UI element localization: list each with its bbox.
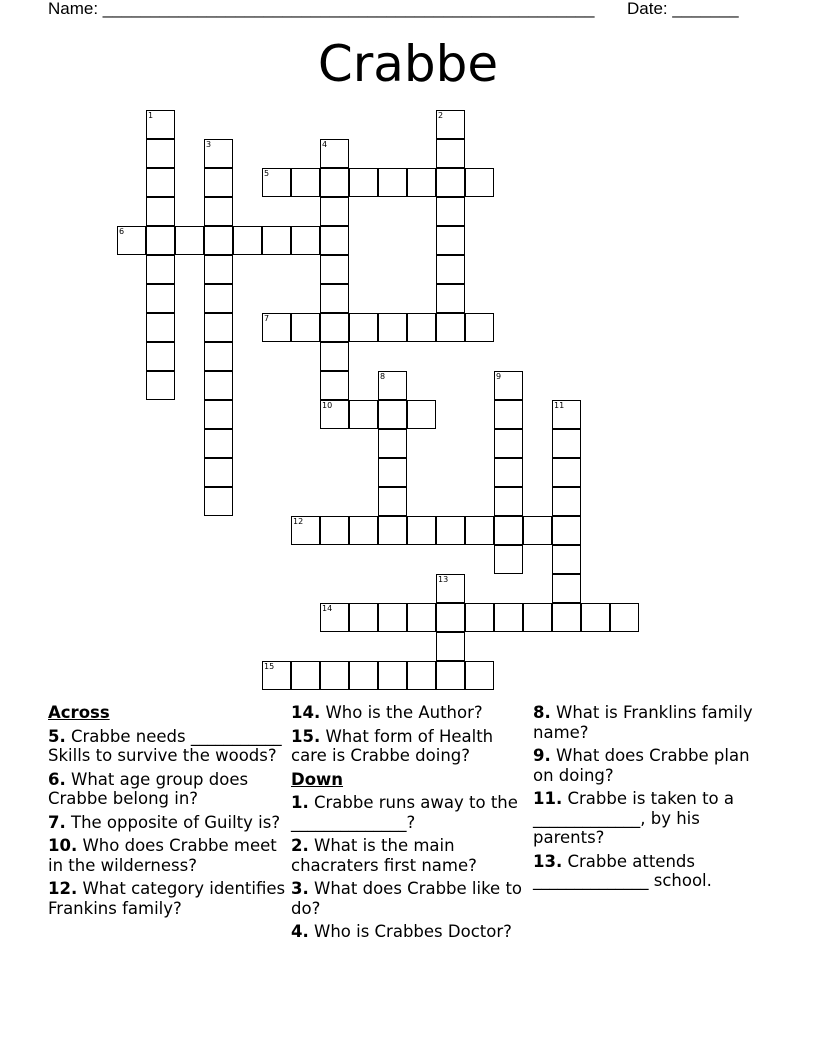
grid-cell[interactable]	[465, 516, 494, 545]
down-heading: Down	[291, 769, 344, 789]
clue-number: 6	[119, 227, 125, 236]
grid-cell[interactable]	[494, 400, 523, 429]
grid-cell[interactable]	[436, 197, 465, 226]
grid-cell[interactable]	[291, 661, 320, 690]
grid-cell[interactable]	[378, 400, 407, 429]
clues-column-2	[291, 703, 531, 946]
clue-down-9: 9. What does Crabbe plan on doing?	[533, 746, 750, 785]
grid-cell[interactable]	[552, 603, 581, 632]
grid-cell[interactable]	[146, 313, 175, 342]
grid-cell[interactable]	[146, 255, 175, 284]
grid-cell[interactable]	[407, 400, 436, 429]
grid-cell[interactable]	[146, 284, 175, 313]
clue-number: 15	[264, 662, 275, 671]
clue-down-13: 13. Crabbe attends ______________ school.	[533, 851, 712, 890]
grid-cell[interactable]	[349, 661, 378, 690]
grid-cell[interactable]	[175, 226, 204, 255]
grid-cell[interactable]	[552, 516, 581, 545]
grid-cell[interactable]	[581, 603, 610, 632]
grid-cell[interactable]	[465, 661, 494, 690]
grid-cell[interactable]	[320, 516, 349, 545]
grid-cell[interactable]	[436, 110, 465, 139]
grid-cell[interactable]	[204, 458, 233, 487]
grid-cell[interactable]	[378, 516, 407, 545]
grid-cell[interactable]	[262, 168, 291, 197]
grid-cell[interactable]	[349, 516, 378, 545]
grid-cell[interactable]	[204, 226, 233, 255]
grid-cell[interactable]	[233, 226, 262, 255]
grid-cell[interactable]	[494, 603, 523, 632]
grid-cell[interactable]	[320, 139, 349, 168]
grid-cell[interactable]	[320, 661, 349, 690]
grid-cell[interactable]	[320, 168, 349, 197]
clue-across-15: 15. What form of Health care is Crabbe doing?	[291, 726, 494, 765]
clue-number: 1	[148, 111, 154, 120]
grid-cell[interactable]	[378, 487, 407, 516]
clue-number: 12	[293, 517, 304, 526]
grid-cell[interactable]	[320, 255, 349, 284]
grid-cell[interactable]	[204, 342, 233, 371]
grid-cell[interactable]	[494, 487, 523, 516]
grid-cell[interactable]	[494, 458, 523, 487]
grid-cell[interactable]	[117, 226, 146, 255]
grid-cell[interactable]	[407, 313, 436, 342]
grid-cell[interactable]	[465, 313, 494, 342]
clue-number: 8	[380, 372, 386, 381]
grid-cell[interactable]	[436, 313, 465, 342]
grid-cell[interactable]	[320, 603, 349, 632]
grid-cell[interactable]	[523, 603, 552, 632]
grid-cell[interactable]	[204, 487, 233, 516]
grid-cell[interactable]	[146, 371, 175, 400]
clue-down-11: 11. Crabbe is taken to a _____________, by his parents?	[533, 789, 734, 847]
clue-number: 4	[322, 140, 328, 149]
grid-cell[interactable]	[465, 168, 494, 197]
grid-cell[interactable]	[436, 661, 465, 690]
grid-cell[interactable]	[407, 603, 436, 632]
name-field[interactable]: Name: ____________________________________________________	[48, 0, 595, 18]
clues-column-3	[533, 703, 763, 895]
clue-down-2: 2. What is the main chacraters first name?	[291, 836, 477, 875]
grid-cell[interactable]	[378, 168, 407, 197]
grid-cell[interactable]	[146, 342, 175, 371]
grid-cell[interactable]	[494, 371, 523, 400]
clue-number: 14	[322, 604, 333, 613]
grid-cell[interactable]	[436, 255, 465, 284]
grid-cell[interactable]	[349, 168, 378, 197]
grid-cell[interactable]	[291, 313, 320, 342]
grid-cell[interactable]	[320, 371, 349, 400]
grid-cell[interactable]	[378, 458, 407, 487]
grid-cell[interactable]	[349, 400, 378, 429]
grid-cell[interactable]	[349, 603, 378, 632]
grid-cell[interactable]	[204, 429, 233, 458]
grid-cell[interactable]	[523, 516, 552, 545]
clue-across-6: 6. What age group does Crabbe belong in?	[48, 769, 249, 808]
grid-cell[interactable]	[407, 516, 436, 545]
clue-number: 9	[496, 372, 502, 381]
grid-cell[interactable]	[552, 458, 581, 487]
grid-cell[interactable]	[436, 168, 465, 197]
grid-cell[interactable]	[378, 313, 407, 342]
grid-cell[interactable]	[146, 226, 175, 255]
grid-cell[interactable]	[494, 429, 523, 458]
grid-cell[interactable]	[349, 313, 378, 342]
grid-cell[interactable]	[494, 545, 523, 574]
grid-cell[interactable]	[204, 139, 233, 168]
grid-cell[interactable]	[204, 168, 233, 197]
grid-cell[interactable]	[204, 371, 233, 400]
clue-number: 11	[554, 401, 565, 410]
grid-cell[interactable]	[320, 313, 349, 342]
grid-cell[interactable]	[291, 516, 320, 545]
grid-cell[interactable]	[320, 400, 349, 429]
clue-across-14: 14. Who is the Author?	[291, 703, 483, 722]
clue-number: 13	[438, 575, 449, 584]
clue-down-4: 4. Who is Crabbes Doctor?	[291, 922, 512, 941]
grid-cell[interactable]	[407, 661, 436, 690]
clue-across-12: 12. What category identifies Frankins family?	[48, 879, 286, 918]
grid-cell[interactable]	[146, 139, 175, 168]
clue-across-5: 5. Crabbe needs ___________ Skills to survive the woods?	[48, 726, 282, 765]
grid-cell[interactable]	[320, 284, 349, 313]
clue-down-3: 3. What does Crabbe like to do?	[291, 879, 523, 918]
grid-cell[interactable]	[436, 284, 465, 313]
grid-cell[interactable]	[436, 574, 465, 603]
clue-across-10: 10. Who does Crabbe meet in the wilderness?	[48, 836, 277, 875]
clue-number: 7	[264, 314, 270, 323]
grid-cell[interactable]	[204, 197, 233, 226]
clue-number: 3	[206, 140, 212, 149]
grid-cell[interactable]	[436, 603, 465, 632]
grid-cell[interactable]	[146, 197, 175, 226]
clue-down-8: 8. What is Franklins family name?	[533, 703, 753, 742]
grid-cell[interactable]	[262, 661, 291, 690]
grid-cell[interactable]	[407, 168, 436, 197]
grid-cell[interactable]	[146, 110, 175, 139]
grid-cell[interactable]	[552, 487, 581, 516]
grid-cell[interactable]	[494, 516, 523, 545]
clue-across-7: 7. The opposite of Guilty is?	[48, 812, 281, 832]
grid-cell[interactable]	[552, 400, 581, 429]
grid-cell[interactable]	[204, 313, 233, 342]
grid-cell[interactable]	[378, 371, 407, 400]
grid-cell[interactable]	[465, 603, 494, 632]
across-heading: Across	[48, 703, 110, 722]
grid-cell[interactable]	[436, 632, 465, 661]
grid-cell[interactable]	[552, 574, 581, 603]
grid-cell[interactable]	[291, 226, 320, 255]
grid-cell[interactable]	[204, 255, 233, 284]
date-field[interactable]: Date: _______	[627, 0, 739, 18]
clue-number: 2	[438, 111, 444, 120]
grid-cell[interactable]	[378, 661, 407, 690]
grid-cell[interactable]	[146, 168, 175, 197]
grid-cell[interactable]	[320, 342, 349, 371]
clues-column-1	[48, 703, 288, 922]
grid-cell[interactable]	[291, 168, 320, 197]
grid-cell[interactable]	[552, 545, 581, 574]
grid-cell[interactable]	[610, 603, 639, 632]
grid-cell[interactable]	[320, 197, 349, 226]
grid-cell[interactable]	[320, 226, 349, 255]
grid-cell[interactable]	[262, 226, 291, 255]
grid-cell[interactable]	[552, 429, 581, 458]
grid-cell[interactable]	[436, 516, 465, 545]
clue-number: 5	[264, 169, 270, 178]
grid-cell[interactable]	[204, 400, 233, 429]
clue-down-1: 1. Crabbe runs away to the ______________?	[291, 793, 518, 832]
grid-cell[interactable]	[436, 139, 465, 168]
grid-cell[interactable]	[378, 603, 407, 632]
puzzle-title: Crabbe	[317, 35, 499, 93]
grid-cell[interactable]	[378, 429, 407, 458]
grid-cell[interactable]	[262, 313, 291, 342]
grid-cell[interactable]	[436, 226, 465, 255]
clue-number: 10	[322, 401, 333, 410]
grid-cell[interactable]	[204, 284, 233, 313]
